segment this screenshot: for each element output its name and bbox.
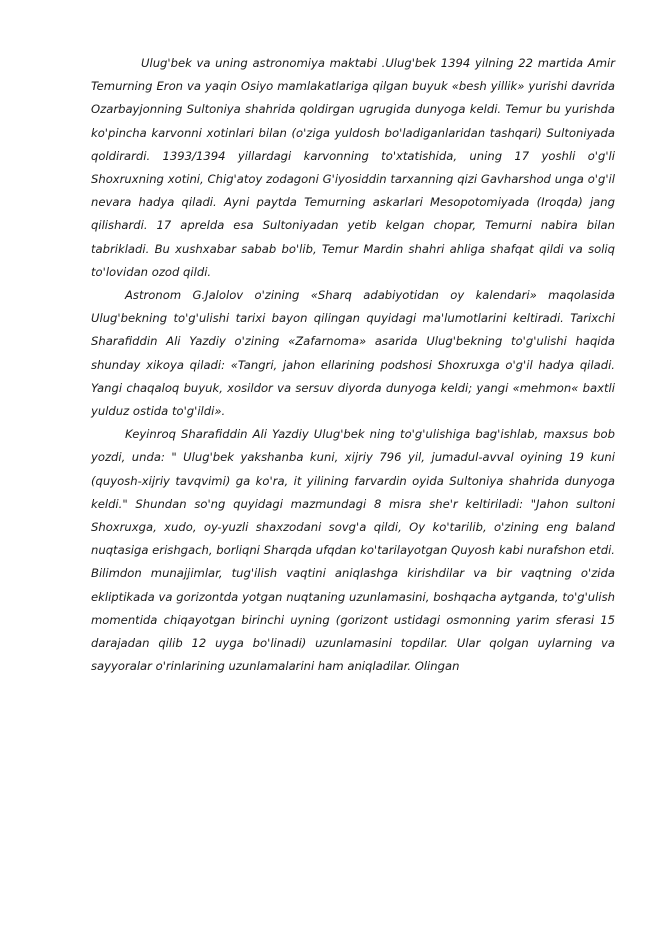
paragraph-yazdiy-chapter: Keyinroq Sharafiddin Ali Yazdiy Ulug'bek ning to'g'ulishiga bag'ishlab, maxsus bob yozdi, unda: " Ulug'bek yakshanba kuni, xijriy 796 yil, jumadul-avval oyining 19 kuni (quyosh-xijriy tavqvimi) ga ko'ra, it yilining farvardin oyida Sultoniya shahrida dunyoga keldi." Shundan so'ng quyidagi mazmundagi 8 misra she'r keltiriladi: "Jahon sultoni Shoxruxga, xudo, oy-yuzli shaxzodani sovg'a qildi, Oy ko'tarilib, o'zining eng baland nuqtasiga erishgach, borliqni Sharqda ufqdan ko'tarilayotgan Quyosh kabi nurafshon etdi. Bilimdon munajjimlar, tug'ilish vaqtini aniqlashga kirishdilar va bir vaqtning o'zida ekliptikada va gorizontda yotgan nuqtaning uzunlamasini, boshqacha aytganda, to'g'ulish momentida chiqayotgan birinchi uyning (gorizont ustidagi osmonning yarim sferasi 15 darajadan qilib 12 uyga bo'linadi) uzunlamasini topdilar. Ular qolgan uylarning va sayyoralar o'rinlarining uzunlamalarini ham aniqladilar. Olingan	[91, 427, 615, 674]
document-body	[91, 52, 615, 678]
paragraph-jalolov-account: Astronom G.Jalolov o'zining «Sharq adabiyotidan oy kalendari» maqolasida Ulug'bekning to'g'ulishi tarixi bayon qilingan quyidagi ma'lumotlarini keltiradi. Tarixchi Sharafiddin Ali Yazdiy o'zining «Zafarnoma» asarida Ulug'bekning to'g'ulishi haqida shunday xikoya qiladi: «Tangri, jahon ellarining podshosi Shoxruxga o'g'il hadya qiladi. Yangi chaqaloq buyuk, xosildor va sersuv diyorda dunyoga keldi; yangi «mehmon« baxtli yulduz ostida to'g'ildi».	[91, 288, 615, 419]
paragraph-ulugbek-birth: Ulug'bek va uning astronomiya maktabi .Ulug'bek 1394 yilning 22 martida Amir Temurning Eron va yaqin Osiyo mamlakatlariga qilgan buyuk «besh yillik» yurishi davrida Ozarbayjonning Sultoniya shahrida qoldirgan ugrugida dunyoga keldi. Temur bu yurishda ko'pincha karvonni xotinlari bilan (o'ziga yuldosh bo'ladiganlaridan tashqari) Sultoniyada qoldirardi. 1393/1394 yillardagi karvonning to'xtatishida, uning 17 yoshli o'g'li Shoxruxning xotini, Chig'atoy zodagoni G'iyosiddin tarxanning qizi Gavharshod unga o'g'il nevara hadya qiladi. Ayni paytda Temurning askarlari Mesopotomiyada (Iroqda) jang qilishardi. 17 aprelda esa Sultoniyadan yetib kelgan chopar, Temurni nabira bilan tabrikladi. Bu xushxabar sabab bo'lib, Temur Mardin shahri ahliga shafqat qildi va soliq to'lovidan ozod qildi.	[91, 56, 615, 279]
